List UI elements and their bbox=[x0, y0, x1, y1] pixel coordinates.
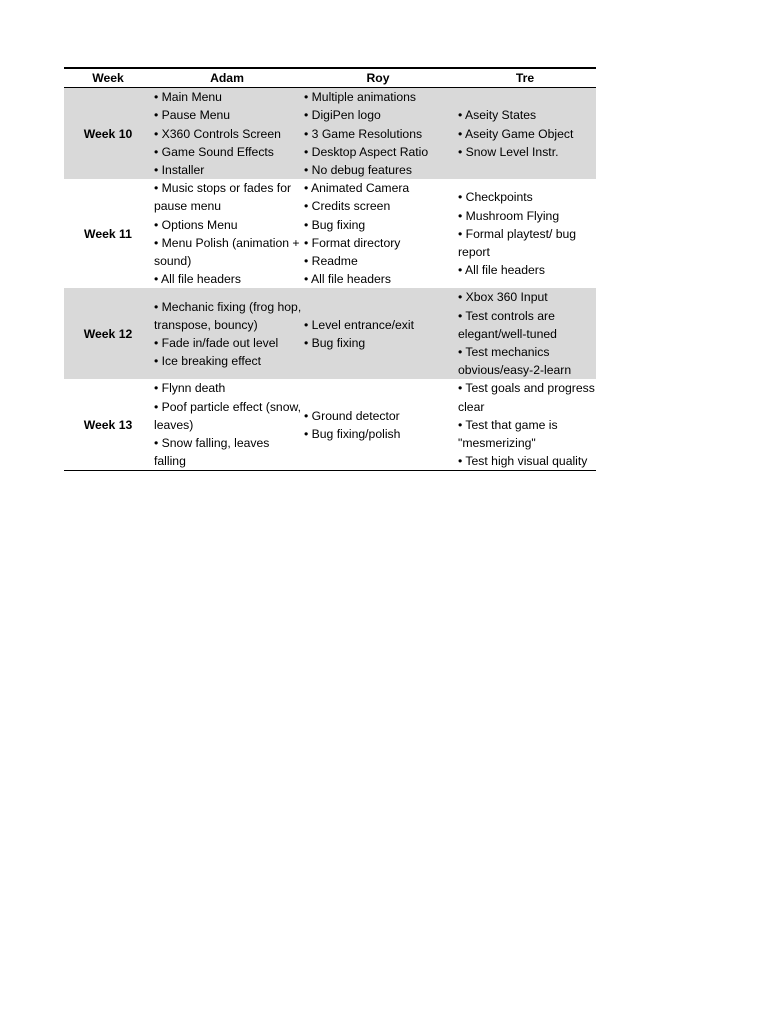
task-item: • Test mechanics obvious/easy-2-learn bbox=[458, 345, 572, 378]
tre-tasks-cell bbox=[454, 288, 596, 379]
task-list bbox=[304, 407, 454, 443]
task-item: • All file headers bbox=[458, 263, 545, 278]
task-item: • All file headers bbox=[304, 272, 391, 287]
task-item: • Game Sound Effects bbox=[154, 144, 274, 159]
header-adam: Adam bbox=[152, 68, 302, 88]
tre-tasks-cell bbox=[454, 88, 596, 180]
task-item: • Credits screen bbox=[304, 199, 391, 214]
task-list bbox=[154, 298, 302, 371]
week-label: Week 10 bbox=[64, 88, 152, 180]
adam-tasks-cell bbox=[152, 379, 302, 471]
table-row bbox=[64, 288, 596, 379]
task-item: • Poof particle effect (snow, leaves) bbox=[154, 399, 301, 432]
schedule-table bbox=[64, 67, 596, 471]
header-roy: Roy bbox=[302, 68, 454, 88]
task-item: • Animated Camera bbox=[304, 181, 410, 196]
header-week: Week bbox=[64, 68, 152, 88]
task-item: • Xbox 360 Input bbox=[458, 290, 548, 305]
week-label: Week 13 bbox=[64, 379, 152, 471]
task-item: • Formal playtest/ bug report bbox=[458, 226, 577, 259]
task-list bbox=[458, 188, 596, 279]
task-item: • 3 Game Resolutions bbox=[304, 126, 423, 141]
task-item: • Multiple animations bbox=[304, 90, 416, 105]
task-item: • Fade in/fade out level bbox=[154, 335, 279, 350]
task-item: • Menu Polish (animation + sound) bbox=[154, 235, 300, 269]
table-header bbox=[64, 68, 596, 88]
task-item: • Bug fixing bbox=[304, 217, 366, 232]
table-row bbox=[64, 88, 596, 180]
task-item: • Test that game is "mesmerizing" bbox=[458, 417, 558, 451]
task-item: • No debug features bbox=[304, 163, 412, 178]
header-row bbox=[64, 68, 596, 88]
task-item: • Readme bbox=[304, 254, 358, 269]
task-item: • Mechanic fixing (frog hop, transpose, bouncy) bbox=[154, 299, 302, 332]
task-list bbox=[154, 88, 302, 179]
task-item: • Options Menu bbox=[154, 217, 238, 232]
week-label: Week 12 bbox=[64, 288, 152, 379]
task-item: • Snow Level Instr. bbox=[458, 144, 559, 159]
task-list bbox=[154, 379, 302, 470]
task-item: • Aseity States bbox=[458, 108, 537, 123]
roy-tasks-cell bbox=[302, 88, 454, 180]
task-list bbox=[154, 179, 302, 288]
tre-tasks-cell bbox=[454, 179, 596, 288]
task-item: • Flynn death bbox=[154, 381, 226, 396]
task-item: • Pause Menu bbox=[154, 108, 231, 123]
table-row bbox=[64, 179, 596, 288]
roy-tasks-cell bbox=[302, 179, 454, 288]
roy-tasks-cell bbox=[302, 379, 454, 471]
task-item: • X360 Controls Screen bbox=[154, 126, 281, 141]
task-item: • Test controls are elegant/well-tuned bbox=[458, 308, 557, 341]
header-tre: Tre bbox=[454, 68, 596, 88]
task-item: • All file headers bbox=[154, 272, 241, 287]
task-list bbox=[304, 179, 454, 288]
task-item: • DigiPen logo bbox=[304, 108, 381, 123]
roy-tasks-cell bbox=[302, 288, 454, 379]
task-item: • Level entrance/exit bbox=[304, 317, 414, 332]
task-item: • Mushroom Flying bbox=[458, 208, 560, 223]
task-item: • Installer bbox=[154, 163, 205, 178]
adam-tasks-cell bbox=[152, 88, 302, 180]
task-list bbox=[304, 88, 454, 179]
task-item: • Desktop Aspect Ratio bbox=[304, 144, 429, 159]
task-list bbox=[458, 106, 596, 161]
task-list bbox=[304, 316, 454, 352]
task-item: • Test goals and progress clear bbox=[458, 381, 595, 414]
adam-tasks-cell bbox=[152, 179, 302, 288]
table-body bbox=[64, 88, 596, 471]
task-item: • Bug fixing/polish bbox=[304, 426, 401, 441]
week-label: Week 11 bbox=[84, 226, 132, 241]
task-item: • Checkpoints bbox=[458, 190, 533, 205]
task-list bbox=[458, 288, 596, 379]
task-item: • Format directory bbox=[304, 235, 401, 250]
table-row bbox=[64, 379, 596, 471]
task-item: • Aseity Game Object bbox=[458, 126, 574, 141]
task-item: • Ground detector bbox=[304, 408, 400, 423]
task-item: • Snow falling, leaves falling bbox=[154, 436, 270, 469]
task-item: • Bug fixing bbox=[304, 335, 366, 350]
task-item: • Ice breaking effect bbox=[154, 354, 262, 369]
task-item: • Main Menu bbox=[154, 90, 222, 105]
tre-tasks-cell bbox=[454, 379, 596, 471]
task-item: • Music stops or fades for pause menu bbox=[154, 181, 292, 214]
task-item: • Test high visual quality bbox=[458, 454, 588, 469]
task-list bbox=[458, 379, 596, 470]
adam-tasks-cell bbox=[152, 288, 302, 379]
